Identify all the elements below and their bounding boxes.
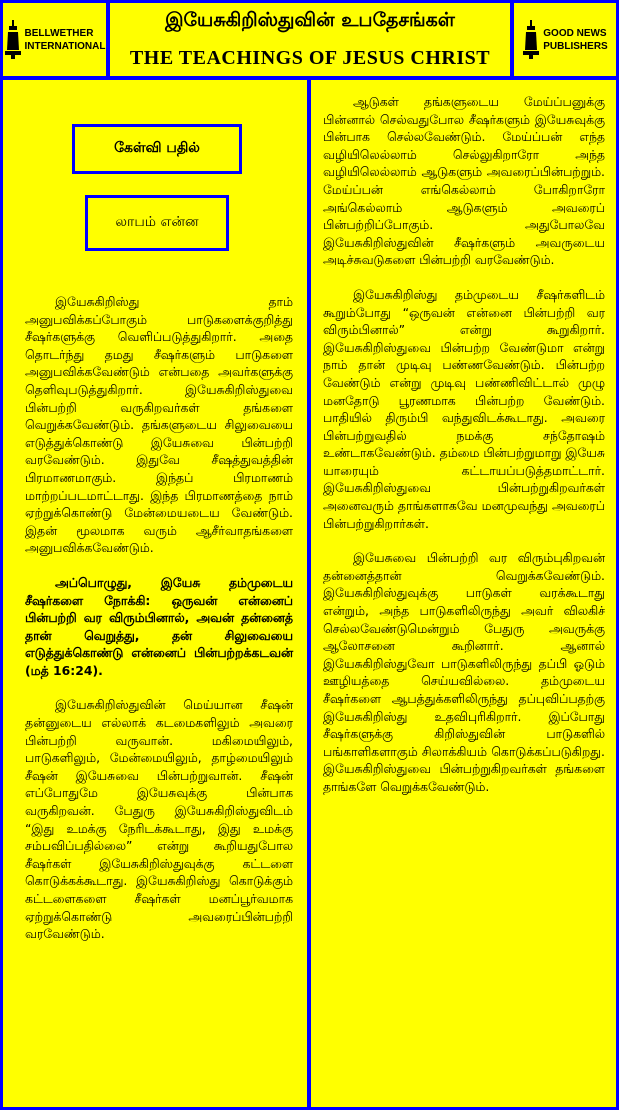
- right-logo-text: GOOD NEWS PUBLISHERS: [543, 27, 608, 52]
- paragraph: இயேசுகிறிஸ்து தம்முடைய சீஷர்களிடம் கூறும்போது “ஒருவன் என்னை பின்பற்றி வர விரும்பினால்” என்று கூறுகிறார். இயேசுகிறிஸ்துவை பின்பற்ற வேண்டுமா என்று நாம் தான் முடிவு பண்ணவேண்டும். பின்பற்ற வேண்டும் என்று முடிவு பண்ணிவிட்டால் முழு மனதோடு பூரணமாக பின்பற்ற வேண்டும். பாதியில் திரும்பி வந்துவிடக்கூடாது. அவரை பின்பற்றுவதில் நமக்கு சந்தோஷம் உண்டாகவேண்டும். தம்மை பின்பற்றுமாறு இயேசு யாரையும் கட்டாயப்படுத்தமாட்டார். இயேசுகிறிஸ்துவை பின்பற்றுகிறவர்கள் அனைவரும் தாங்களாகவே மனமுவந்து அவரைப் பின்பற்றுகிறார்கள்.: [323, 286, 605, 531]
- left-column-text: [25, 293, 293, 960]
- paragraph: இயேசுகிறிஸ்து தாம் அனுபவிக்கப்போகும் பாடுகளைக்குறித்து சீஷர்களுக்கு வெளிப்படுத்துகிறார். அதை தொடர்ந்து தமது சீஷர்களும் பாடுகளை அனுபவிக்கவேண்டும் என்பதை அவர்களுக்கு தெளிவுபடுத்துகிறார். இயேசுகிறிஸ்துவை பின்பற்றி வருகிறவர்கள் தங்களை வெறுக்கவேண்டும். தங்களுடைய சிலுவையை எடுத்துக்கொண்டு இயேசுவை பின்பற்றி வரவேண்டும். இதுவே சீஷத்துவத்தின் பிரமாணமாகும். இந்தப் பிரமாணம் மாற்றப்படமாட்டாது. இந்த பிரமாணத்தை நாம் ஏற்றுக்கொண்டு மேன்மையடைய வேண்டும். இதன் மூலமாக வரும் ஆசீர்வாதங்களை அனுபவிக்கவேண்டும்.: [25, 294, 293, 556]
- left-column: [3, 80, 307, 1107]
- paragraph: இயேசுவை பின்பற்றி வர விரும்புகிறவன் தன்னைத்தான் வெறுக்கவேண்டும். இயேசுகிறிஸ்துவுக்கு பாடுகள் வரக்கூடாது என்றும், அந்த பாடுகளிலிருந்து அவர் விலகிச் செல்லவேண்டுமென்றும் பேதுரு அவருக்கு ஆலோசனை கூறினார். ஆனால் இயேசுகிறிஸ்துவோ பாடுகளிலிருந்து தப்பி ஓடும் ஊழியத்தை செய்யவில்லை. தம்முடைய சீஷர்களை ஆபத்துக்களிலிருந்து தப்புவிப்பதற்கு இயேசுகிறிஸ்து உதவிபுரிகிறார். இப்போது சீஷர்களுக்கு கிறிஸ்துவின் பாடுகளில் பங்காளிகளாகும் சிலாக்கியம் கொடுக்கப்படுகிறது. இயேசுகிறிஸ்துவை பின்பற்றுகிறவர்கள் தங்களை தாங்களே வெறுக்கவேண்டும்.: [323, 550, 605, 794]
- bell-icon: [4, 20, 22, 60]
- right-column-text: [323, 93, 605, 813]
- left-logo-text: BELLWETHER INTERNATIONAL: [24, 27, 106, 52]
- right-column: [311, 80, 616, 1107]
- paragraph: இயேசுகிறிஸ்துவின் மெய்யான சீஷன் தன்னுடைய எல்லாக் கடமைகளிலும் அவரை பின்பற்றி வருவான். மகிமையிலும், பாடுகளிலும், மேன்மையிலும், தாழ்மையிலும் சீஷன் இயேசுவை பின்பற்றுவான். சீஷன் எப்போதுமே இயேசுவுக்கு பின்பாக வருகிறவன். பேதுரு இயேசுகிறிஸ்துவிடம் “இது உமக்கு நேரிடக்கூடாது, இது உமக்கு சம்பவிப்பதில்லை” என்று கூறியதுபோல சீஷர்கள் இயேசுகிறிஸ்துவுக்கு கட்டளை கொடுக்கக்கூடாது. இயேசுகிறிஸ்து கொடுக்கும் கட்டளைகளை சீஷர்கள் மனப்பூர்வமாக ஏற்றுக்கொண்டு அவரைப்பின்பற்றி வரவேண்டும்.: [25, 697, 293, 942]
- paragraph: ஆடுகள் தங்களுடைய மேய்ப்பனுக்கு பின்னால் செல்வதுபோல சீஷர்களும் இயேசுவுக்கு பின்பாக செல்லவேண்டும். மேய்ப்பன் எந்த வழியிலெல்லாம் செல்லுகிறாரோ அந்த வழியிலெல்லாம் ஆடுகளும் அவரைப்பின்பற்றும். மேய்ப்பன் எங்கெல்லாம் போகிறாரோ அங்கெல்லாம் ஆடுகளும் அவரைப் பின்பற்றிப்போகும். அதுபோலவே இயேசுகிறிஸ்துவின் சீஷர்களும் அவருடைய அடிச்சுவடுகளை பின்பற்றி வரவேண்டும்.: [323, 94, 605, 268]
- page-title-english: THE TEACHINGS OF JESUS CHRIST: [129, 47, 491, 69]
- bell-icon: [522, 20, 540, 60]
- section-heading: கேள்வி பதில்: [72, 124, 242, 174]
- scripture-quote: அப்பொழுது, இயேசு தம்முடைய சீஷர்களை நோக்கி: ஒருவன் என்னைப் பின்பற்றி வர விரும்பினால், அவன் தன்னைத் தான் வெறுத்து, தன் சிலுவையை எடுத்துக்கொண்டு என்னைப் பின்பற்றக்கடவன் (மத் 16:24).: [25, 574, 293, 678]
- section-subheading: லாபம் என்ன: [85, 195, 229, 251]
- page-title-tamil: இயேசுகிறிஸ்துவின் உபதேசங்கள்: [165, 9, 455, 31]
- right-logo: [514, 3, 616, 76]
- left-logo: [3, 3, 106, 76]
- title-banner: [110, 3, 510, 76]
